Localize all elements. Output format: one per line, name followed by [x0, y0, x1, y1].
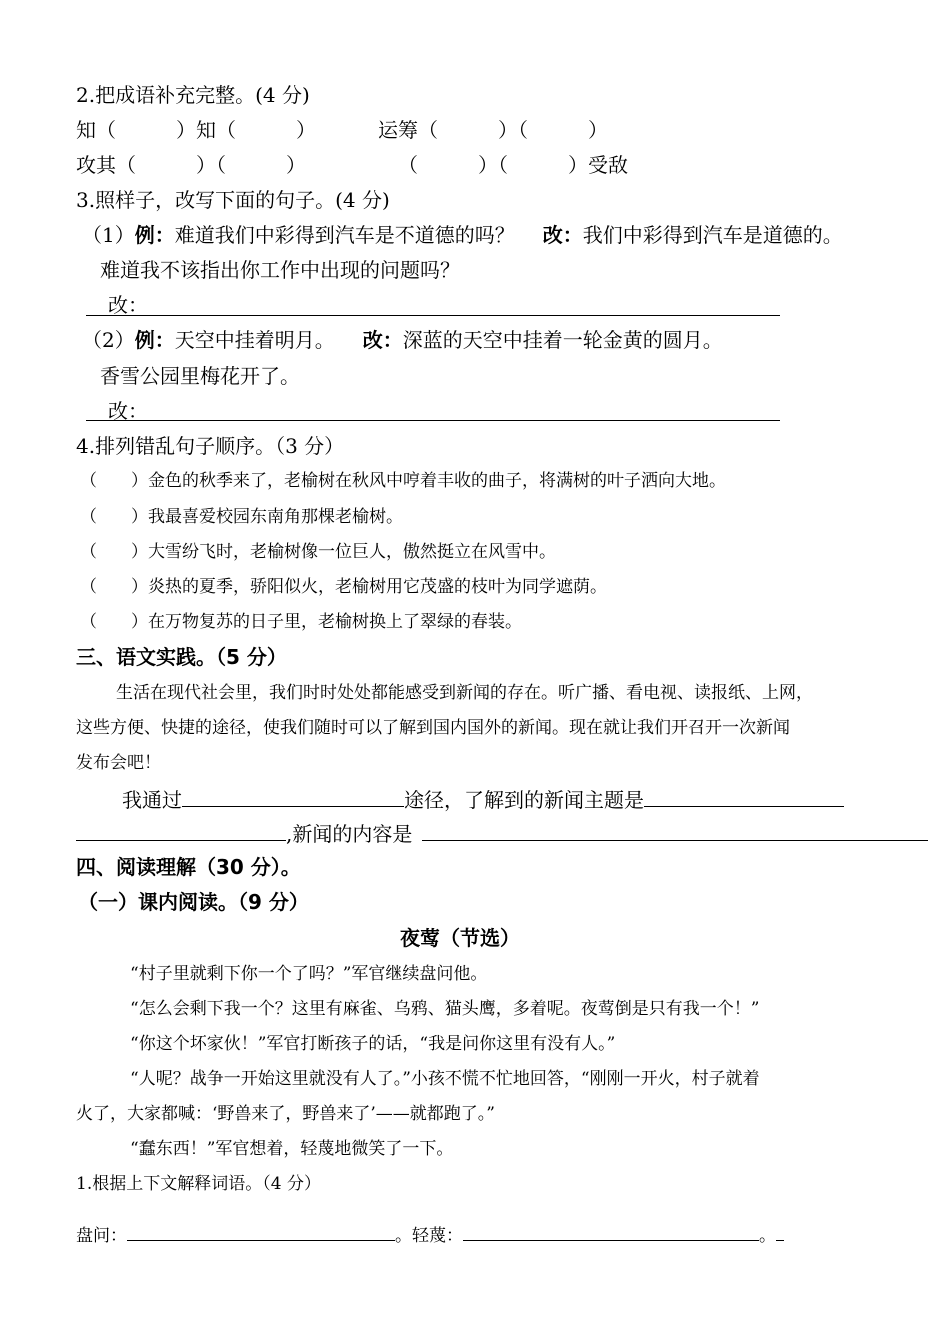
- passage-line: “村子里就剩下你一个了吗？”军官继续盘问他。: [130, 964, 488, 984]
- q3-ex1-answer-line[interactable]: [86, 315, 780, 316]
- q2-title: 2.把成语补充完整。(4 分): [76, 83, 310, 107]
- section4-subtitle: （一）课内阅读。（9 分）: [78, 890, 309, 914]
- q4-item: （ ）在万物复苏的日子里，老榆树换上了翠绿的春装。: [80, 612, 522, 632]
- topic-blank-continued[interactable]: [76, 820, 286, 841]
- q3-example-2: [82, 327, 723, 353]
- qingmie-blank[interactable]: [463, 1222, 759, 1241]
- q3-ex1-text: 难道我们中彩得到汽车是不道德的吗？: [174, 223, 515, 247]
- panwen-label: 盘问：: [76, 1226, 127, 1246]
- q2-idiom-2: 运筹（ ）（ ）: [378, 118, 608, 142]
- q3-ex1-answer-label: 改：: [108, 293, 148, 317]
- section4-q1-answers: [76, 1222, 784, 1247]
- section3-fill-line-1: [122, 786, 844, 813]
- passage-line: “怎么会剩下我一个？这里有麻雀、乌鸦、猫头鹰，多着呢。夜莺倒是只有我一个！”: [130, 999, 760, 1019]
- q3-ex2-num: （2）: [82, 328, 135, 352]
- q3-ex2-answer-line[interactable]: [86, 420, 780, 421]
- q2-idiom-1: 知（ ）知（ ）: [76, 118, 316, 142]
- section4-title: 四、阅读理解（30 分）。: [76, 855, 301, 879]
- q3-ex1-gai-label: 改：: [542, 223, 583, 247]
- q3-ex2-label: 例：: [134, 328, 175, 352]
- q3-ex1-gai-text: 我们中彩得到汽车是道德的。: [582, 223, 843, 247]
- end-mark: 。: [759, 1226, 776, 1246]
- q4-item: （ ）大雪纷飞时，老榆树像一位巨人，傲然挺立在风雪中。: [80, 542, 556, 562]
- section3-title: 三、语文实践。（5 分）: [76, 645, 287, 669]
- q4-item: （ ）炎热的夏季，骄阳似火，老榆树用它茂盛的枝叶为同学遮荫。: [80, 577, 607, 597]
- section3-paragraph-line: 发布会吧！: [76, 753, 161, 773]
- topic-blank[interactable]: [644, 786, 844, 807]
- q3-ex2-task: 香雪公园里梅花开了。: [100, 364, 300, 388]
- passage-line: “蠢东西！”军官想着，轻蔑地微笑了一下。: [130, 1139, 454, 1159]
- q3-ex2-gai-text: 深蓝的天空中挂着一轮金黄的圆月。: [402, 328, 723, 352]
- section3-paragraph-line: 生活在现代社会里，我们时时处处都能感受到新闻的存在。听广播、看电视、读报纸、上网，: [116, 683, 813, 703]
- fill-content-label: ,新闻的内容是: [286, 822, 413, 846]
- q4-item: （ ）我最喜爱校园东南角那棵老榆树。: [80, 507, 403, 527]
- section4-q1-title: 1.根据上下文解释词语。（4 分）: [76, 1174, 321, 1194]
- channel-blank[interactable]: [182, 786, 404, 807]
- q3-ex1-task: 难道我不该指出你工作中出现的问题吗？: [100, 258, 460, 282]
- q4-title: 4.排列错乱句子顺序。（3 分）: [76, 434, 345, 458]
- q3-ex2-gai-label: 改：: [362, 328, 403, 352]
- passage-line: “你这个坏家伙！”军官打断孩子的话，“我是问你这里有没有人。”: [130, 1034, 616, 1054]
- q3-example-1: [82, 222, 843, 248]
- section3-fill-line-2: [76, 820, 928, 847]
- q4-item: （ ）金色的秋季来了，老榆树在秋风中哼着丰收的曲子，将满树的叶子洒向大地。: [80, 471, 726, 491]
- q3-ex2-answer-label: 改：: [108, 399, 148, 423]
- qingmie-label: 。轻蔑：: [395, 1226, 463, 1246]
- q2-idiom-3: 攻其（ ）（ ）: [76, 153, 306, 177]
- panwen-blank[interactable]: [127, 1222, 395, 1241]
- section3-paragraph-line: 这些方便、快捷的途径，使我们随时可以了解到国内国外的新闻。现在就让我们开召开一次新闻: [76, 718, 790, 738]
- passage-line: 火了，大家都喊：‘野兽来了，野兽来了’——就都跑了。”: [76, 1104, 495, 1124]
- passage-line: “人呢？战争一开始这里就没有人了。”小孩不慌不忙地回答，“刚刚一开火，村子就着: [130, 1069, 760, 1089]
- q2-idiom-4: （ ）（ ）受敌: [398, 153, 628, 177]
- passage-title: 夜莺（节选）: [400, 926, 520, 950]
- fill-middle: 途径，了解到的新闻主题是: [404, 788, 644, 812]
- q3-ex2-text: 天空中挂着明月。: [174, 328, 335, 352]
- q3-ex1-label: 例：: [134, 223, 175, 247]
- content-blank[interactable]: [422, 820, 928, 841]
- q3-title: 3.照样子，改写下面的句子。(4 分): [76, 188, 390, 212]
- q3-ex1-num: （1）: [82, 223, 135, 247]
- fill-prefix: 我通过: [122, 788, 182, 812]
- trailing-blank: [776, 1222, 784, 1241]
